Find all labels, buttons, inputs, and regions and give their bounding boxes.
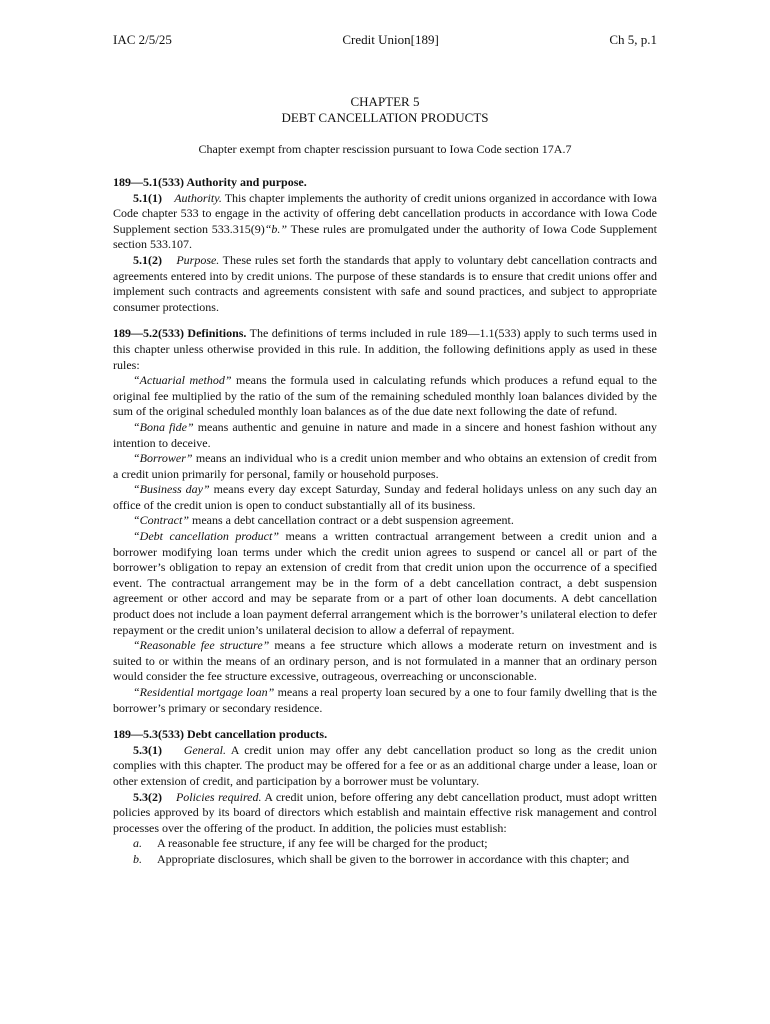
definition-text: means authentic and genuine in nature and made in a sincere and honest fashion without any intention to deceive. — [113, 419, 657, 450]
definition-term: “Residential mortgage loan” — [133, 685, 275, 699]
list-text: Appropriate disclosures, which shall be given to the borrower in accordance with this chapter; and — [157, 851, 630, 866]
chapter-number: CHAPTER 5 — [350, 94, 420, 109]
rule-heading: 189—5.3(533) Debt cancellation products. — [113, 727, 328, 742]
definition-term: “Borrower” — [133, 451, 193, 466]
definition — [113, 529, 657, 638]
subrule-catchword: Authority. — [174, 190, 222, 205]
rule-5-3 — [113, 727, 657, 867]
subrule-catchword: Purpose. — [176, 252, 220, 267]
rule-5-2 — [113, 326, 657, 716]
subrule-text: A credit union may offer any debt cancellation product so long as the credit union complies with this chapter. The product may be offered for a fee or as an additional charge under a lease, loan or other extension of credit, and participation by a borrower must be voluntary. — [113, 742, 658, 788]
subrule-text: This chapter implements the authority of credit unions organized in accordance with Iowa Code chapter 533 to engage in the activity of offering debt cancellation products in accordance with Iowa Code Supplement section 533.315(9) — [113, 190, 658, 236]
exempt-note: Chapter exempt from chapter rescission pursuant to Iowa Code section 17A.7 — [198, 142, 572, 156]
list-label: b. — [133, 851, 142, 866]
definition-text: means every day except Saturday, Sunday and federal holidays unless on any such day an office of the credit union is open to conduct substantially all of its business. — [113, 482, 657, 512]
header-date: IAC 2/5/25 — [113, 32, 172, 47]
subrule-catchword: General. — [183, 742, 227, 757]
definition-text: means a real property loan secured by a one to four family dwelling that is the borrower’s primary or secondary residence. — [113, 685, 657, 715]
definition-text: means a written contractual arrangement between a credit union and a borrower modifying loan terms under which the credit union agrees to suspend or cancel all or part of the borrower’s obligation to repay an extension of credit from that credit union upon the occurrence of a specified event. The contractual arrangement may be in the form of a debt cancellation contract, a debt suspension agreement or other accord and may be separate from or a part of other loan documents. A debt cancellation product does not include a loan payment deferral arrangement which is the borrower’s unilateral election to defer repayment or the credit union’s unilateral decision to allow a deferral of repayment. — [113, 529, 657, 637]
definition-text: means an individual who is a credit union member and who obtains an extension of credit from a credit union primarily for personal, family or household purposes. — [113, 451, 657, 481]
list-item — [113, 836, 657, 852]
rule-heading: 189—5.2(533) Definitions. — [113, 326, 247, 341]
definition-term: “Debt cancellation product” — [133, 529, 279, 544]
subrule-number: 5.3(1) — [133, 742, 162, 757]
definition-term: “Actuarial method” — [133, 373, 232, 388]
definition — [113, 451, 657, 482]
subrule-number: 5.1(1) — [133, 190, 162, 205]
subrule-5-3-1 — [113, 743, 657, 790]
list-text: A reasonable fee structure, if any fee will be charged for the product; — [157, 836, 488, 851]
subrule-text: These rules set forth the standards that apply to voluntary debt cancellation contracts and agreements entered into by credit unions. The purpose of these standards is to ensure that credit unions offer and implement such contracts and agreements consistent with safe and sound practices, and subject to appropriate consumer protections. — [113, 252, 658, 314]
definition — [113, 482, 657, 513]
definition — [113, 638, 657, 685]
definition-text: means a fee structure which allows a moderate return on investment and is suited to or within the means of an ordinary person, and is not formulated in a manner that an ordinary person would consider the fee structure excessive, outrageous, overreaching or unconscionable. — [113, 638, 657, 684]
list-item — [113, 852, 657, 868]
definition — [113, 513, 657, 529]
document-page — [113, 30, 657, 879]
definition-text: means a debt cancellation contract or a debt suspension agreement. — [189, 513, 514, 528]
definition — [113, 685, 657, 716]
rule-intro-text: The definitions of terms included in rule 189—1.1(533) apply to such terms used in this chapter unless otherwise provided in this rule. In addition, the following definitions apply as used in these rules: — [113, 326, 657, 372]
definition-term: “Bona fide” — [133, 419, 194, 434]
definition-term: “Business day” — [133, 482, 210, 497]
definition — [113, 420, 657, 451]
list-label: a. — [133, 836, 142, 851]
subrule-number: 5.3(2) — [133, 789, 162, 804]
subrule-5-1-1 — [113, 191, 657, 253]
header-page: Ch 5, p.1 — [609, 32, 657, 47]
rule-5-1 — [113, 175, 657, 315]
paragraph-ref: “b.” — [264, 221, 288, 236]
chapter-title: DEBT CANCELLATION PRODUCTS — [281, 110, 489, 125]
rule-heading: 189—5.1(533) Authority and purpose. — [113, 175, 307, 189]
definition-text: means the formula used in calculating refunds which produces a refund equal to the original fee multiplied by the ratio of the sum of the remaining scheduled monthly loan balances divided by the sum of the original scheduled monthly loan balances as of the due date next following the date of refund. — [113, 373, 657, 419]
subrule-catchword: Policies required. — [175, 789, 262, 804]
header-agency: Credit Union[189] — [342, 32, 439, 47]
subrule-5-1-2 — [113, 253, 657, 315]
running-header — [113, 30, 657, 50]
subrule-5-3-2 — [113, 790, 657, 837]
definition-term: “Contract” — [133, 513, 190, 528]
rule-intro — [113, 326, 657, 373]
subrule-text-cont: These rules are promulgated under the authority of Iowa Code Supplement section 533.107. — [113, 221, 657, 252]
subrule-number: 5.1(2) — [133, 252, 162, 267]
definition-term: “Reasonable fee structure” — [133, 638, 270, 653]
definition — [113, 373, 657, 420]
subrule-text: A credit union, before offering any debt cancellation product, must adopt written policies approved by its board of directors which establish and maintain effective risk management and control processes over the offering of the product. In addition, the policies must establish: — [113, 789, 657, 835]
